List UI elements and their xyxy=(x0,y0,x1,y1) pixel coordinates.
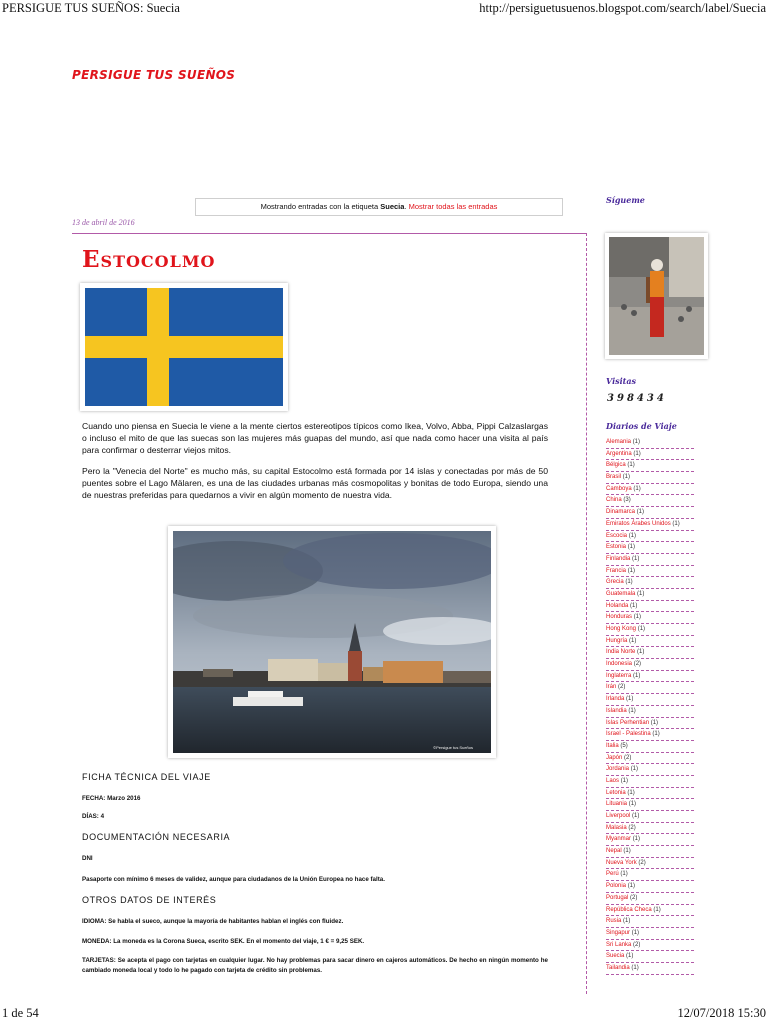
sweden-flag-graphic xyxy=(85,288,283,406)
diary-count: (1) xyxy=(650,719,659,726)
diary-link[interactable]: Rusia xyxy=(606,918,622,925)
diary-item xyxy=(606,624,694,636)
diary-item xyxy=(606,601,694,613)
diary-count: (5) xyxy=(620,742,628,749)
diary-link[interactable]: Letonia xyxy=(606,789,626,796)
print-header xyxy=(0,0,768,18)
diary-item xyxy=(606,460,694,472)
diary-item xyxy=(606,694,694,706)
diary-link[interactable]: Holanda xyxy=(606,602,629,609)
visits-digit: 3 xyxy=(607,393,614,404)
label-filter-bar xyxy=(195,198,563,216)
profile-photo-graphic xyxy=(609,237,704,355)
diary-count: (1) xyxy=(625,579,633,586)
diary-count: (1) xyxy=(620,871,628,878)
diary-item xyxy=(606,788,694,800)
diary-count: (1) xyxy=(672,520,680,527)
diary-item xyxy=(606,823,694,835)
dias-value: 4 xyxy=(98,813,105,820)
visits-counter xyxy=(606,393,665,404)
photo-watermark: ©Persigue tus Sueños xyxy=(433,745,473,750)
diary-link[interactable]: Hungría xyxy=(606,637,628,644)
diary-item xyxy=(606,566,694,578)
diary-link[interactable]: India Norte xyxy=(606,649,636,656)
diary-link[interactable]: Islandia xyxy=(606,707,627,714)
idioma-line xyxy=(82,917,562,927)
diary-link[interactable]: Perú xyxy=(606,871,619,878)
diary-count: (1) xyxy=(627,567,636,574)
diary-item xyxy=(606,718,694,730)
diary-count: (1) xyxy=(623,918,631,925)
diary-link[interactable]: Nepal xyxy=(606,848,622,855)
dni-line: DNI xyxy=(82,855,93,862)
diary-item xyxy=(606,682,694,694)
visits-digit: 4 xyxy=(636,393,644,404)
diary-item xyxy=(606,484,694,496)
moneda-line xyxy=(82,937,562,947)
diary-link[interactable]: Hong Kong xyxy=(606,626,637,632)
otros-datos-heading: OTROS DATOS DE INTERÉS xyxy=(82,895,217,905)
diary-count: (2) xyxy=(633,661,642,668)
fecha-label: FECHA: xyxy=(82,795,106,802)
diary-count: (1) xyxy=(633,614,642,621)
diary-count: (1) xyxy=(626,953,634,960)
diary-count: (1) xyxy=(620,777,629,784)
post-title-link[interactable]: Estocolmo xyxy=(82,246,216,273)
diary-count: (1) xyxy=(630,602,638,609)
diary-link[interactable]: Laos xyxy=(606,777,620,784)
ficha-tecnica-heading: FICHA TÉCNICA DEL VIAJE xyxy=(82,772,211,782)
diary-count: (1) xyxy=(633,485,641,492)
tarjetas-label: TARJETAS: xyxy=(82,957,116,964)
profile-photo[interactable] xyxy=(605,233,708,359)
diary-count: (1) xyxy=(631,929,640,936)
visits-heading: Visitas xyxy=(606,376,637,386)
label-filter-name: Suecia xyxy=(380,202,405,211)
diary-count: (1) xyxy=(622,474,631,481)
diary-link[interactable]: Emiratos Árabes Unidos xyxy=(606,520,671,527)
diary-link[interactable]: Camboya xyxy=(606,485,632,492)
diary-link[interactable]: China xyxy=(606,497,622,504)
sweden-flag-image[interactable] xyxy=(80,283,288,411)
diary-link[interactable]: Finlandia xyxy=(606,555,631,562)
diary-link[interactable]: Myanmar xyxy=(606,836,632,843)
diary-link[interactable]: Indonesia xyxy=(606,661,633,668)
diary-link[interactable]: Alemania xyxy=(606,439,632,445)
diary-link[interactable]: Singapur xyxy=(606,929,631,936)
diary-link[interactable]: Brasil xyxy=(606,474,622,481)
diary-count: (2) xyxy=(630,894,638,901)
diary-item xyxy=(606,753,694,765)
fecha-line xyxy=(82,794,562,804)
diary-link[interactable]: Lituania xyxy=(606,801,628,808)
diary-count: (1) xyxy=(630,766,639,773)
label-filter-suffix: . xyxy=(404,202,409,211)
tarjetas-value: Se acepta el pago con tarjetas en cualquier lugar. No hay problemas para sacar dinero en cajeros automáticos. De hecho en ningún momento he cambiado moneda local y todo lo he pagado con tarjeta de crédito sin problemas. xyxy=(82,957,548,974)
diary-count: (1) xyxy=(652,731,660,738)
diary-item xyxy=(606,764,694,776)
diary-count: (2) xyxy=(638,859,646,866)
moneda-value: La moneda es la Corona Sueca, escrito SEK. En el momento del viaje, 1 € = 9,25 SEK. xyxy=(111,938,365,945)
diary-link[interactable]: Liverpool xyxy=(606,813,631,819)
diary-item xyxy=(606,858,694,870)
diary-item xyxy=(606,659,694,671)
diary-link[interactable]: Inglaterra xyxy=(606,672,632,679)
diary-count: (3) xyxy=(623,497,631,504)
diary-count: (2) xyxy=(628,824,636,831)
diary-item xyxy=(606,671,694,683)
diary-count: (1) xyxy=(628,801,637,808)
show-all-posts-link[interactable]: Mostrar todas las entradas xyxy=(408,202,498,211)
diary-link[interactable]: Tailandia xyxy=(606,964,630,971)
diary-link[interactable]: Israel - Palestina xyxy=(606,731,651,738)
diary-link[interactable]: Malasia xyxy=(606,824,627,831)
diary-item xyxy=(606,495,694,507)
diary-count: (1) xyxy=(632,439,641,445)
diary-item xyxy=(606,846,694,858)
diary-count: (2) xyxy=(624,754,632,761)
moneda-label: MONEDA: xyxy=(82,938,112,945)
diary-link[interactable]: Polonia xyxy=(606,883,627,890)
documentacion-heading: DOCUMENTACIÓN NECESARIA xyxy=(82,832,231,842)
diary-item xyxy=(606,811,694,823)
diary-count: (1) xyxy=(623,848,631,855)
diary-item xyxy=(606,636,694,648)
diary-link[interactable]: Francia xyxy=(606,567,627,574)
diary-count: (1) xyxy=(633,672,641,679)
description-paragraph: Pero la "Venecia del Norte" es mucho más, su capital Estocolmo está formada por 14 islas y conectadas por más de 50 puentes sobre el Lago Mälaren, es una de las ciudades urbanas más cosmopolitas y bonitas de todo Europa, siendo una de nuestras preferidas para quedarnos a vivir en algún momento de nuestra vida. xyxy=(82,466,548,500)
visits-digit: 8 xyxy=(626,393,634,404)
diary-count: (1) xyxy=(633,450,641,457)
visits-digit: 3 xyxy=(646,393,654,404)
tarjetas-line xyxy=(82,956,548,976)
diary-item xyxy=(606,507,694,519)
diary-item xyxy=(606,647,694,659)
diary-count: (1) xyxy=(627,789,635,796)
diary-item xyxy=(606,834,694,846)
diary-count: (1) xyxy=(626,696,634,703)
diary-count: (1) xyxy=(627,544,636,551)
diary-link[interactable]: República Checa xyxy=(606,906,652,913)
diary-link[interactable]: Nueva York xyxy=(606,859,637,866)
diary-item xyxy=(606,940,694,952)
diary-count: (2) xyxy=(633,941,641,948)
diary-link[interactable]: Guatemala xyxy=(606,590,636,597)
diary-item xyxy=(606,741,694,753)
diary-item xyxy=(606,799,694,811)
diary-item xyxy=(606,881,694,893)
diary-item xyxy=(606,531,694,543)
diary-item xyxy=(606,472,694,484)
diary-item xyxy=(606,449,694,461)
diary-count: (1) xyxy=(628,532,637,539)
diary-count: (1) xyxy=(632,813,640,819)
diary-link[interactable]: Japón xyxy=(606,754,623,761)
diary-count: (1) xyxy=(627,883,636,890)
dias-line xyxy=(82,812,562,822)
post-date: 13 de abril de 2016 xyxy=(72,218,135,227)
visits-digit: 9 xyxy=(616,393,624,404)
diary-item xyxy=(606,905,694,917)
idioma-label: IDIOMA: xyxy=(82,918,107,925)
print-page-number: 1 de 54 xyxy=(2,1006,39,1020)
print-header-url: http://persiguetusuenos.blogspot.com/search/label/Suecia xyxy=(479,1,766,15)
diary-count: (1) xyxy=(637,649,645,656)
diary-item xyxy=(606,776,694,788)
diary-count: (2) xyxy=(618,684,626,691)
print-footer xyxy=(0,1006,768,1024)
diary-link[interactable]: Suecia xyxy=(606,953,625,960)
dias-label: DÍAS: xyxy=(82,813,99,820)
diary-count: (1) xyxy=(632,836,641,843)
diary-count: (1) xyxy=(637,590,645,597)
diaries-list xyxy=(606,437,694,975)
diary-link[interactable]: Jordania xyxy=(606,766,630,773)
diary-link[interactable]: Bélgica xyxy=(606,462,626,469)
diary-count: (1) xyxy=(636,509,645,516)
diary-link[interactable]: Dinamarca xyxy=(606,509,636,516)
diary-link[interactable]: Italia xyxy=(606,742,619,749)
visits-digit: 4 xyxy=(656,393,664,404)
print-header-title: PERSIGUE TUS SUEÑOS: Suecia xyxy=(2,1,180,15)
diary-count: (1) xyxy=(627,462,635,469)
diary-item xyxy=(606,869,694,881)
label-filter-prefix: Mostrando entradas con la etiqueta xyxy=(260,202,381,211)
diary-count: (1) xyxy=(632,555,640,562)
diary-item xyxy=(606,577,694,589)
post xyxy=(72,233,587,994)
fecha-value: Marzo 2016 xyxy=(105,795,141,802)
diary-link[interactable]: Grecia xyxy=(606,579,624,586)
follow-heading: Sígueme xyxy=(606,195,645,205)
diary-item xyxy=(606,437,694,449)
diary-count: (1) xyxy=(629,637,637,644)
diary-link[interactable]: Irán xyxy=(606,684,617,691)
diary-link[interactable]: Irlanda xyxy=(606,696,625,703)
diary-item xyxy=(606,519,694,531)
diary-count: (1) xyxy=(653,906,661,913)
diary-item xyxy=(606,916,694,928)
diary-item xyxy=(606,893,694,905)
diary-item xyxy=(606,706,694,718)
diary-item xyxy=(606,928,694,940)
diary-count: (1) xyxy=(628,707,636,714)
diaries-heading: Diarios de Viaje xyxy=(606,421,677,431)
pasaporte-line: Pasaporte con mínimo 6 meses de validez, aunque para ciudadanos de la Unión Europea no hace falta. xyxy=(82,876,385,883)
stockholm-photo[interactable] xyxy=(168,526,496,758)
diary-item xyxy=(606,612,694,624)
stockholm-cityscape-graphic xyxy=(173,531,491,753)
print-timestamp: 12/07/2018 15:30 xyxy=(677,1006,766,1020)
diary-count: (1) xyxy=(631,964,639,971)
diary-link[interactable]: Escocia xyxy=(606,532,628,539)
diary-item xyxy=(606,963,694,975)
diary-item xyxy=(606,589,694,601)
diary-link[interactable]: Honduras xyxy=(606,614,633,621)
diary-link[interactable]: Sri Lanka xyxy=(606,941,632,948)
diary-item xyxy=(606,729,694,741)
diary-item xyxy=(606,542,694,554)
diary-count: (1) xyxy=(637,626,646,632)
intro-paragraph: Cuando uno piensa en Suecia le viene a la mente ciertos estereotipos típicos como Ikea, Volvo, Abba, Pippi Calzaslargas o incluso el mito de que las suecas son las mujeres más guapas del mundo, así que nada como hacer una visita al país para confirmar o desterrar viejos mitos. xyxy=(82,421,548,455)
diary-item xyxy=(606,554,694,566)
diary-link[interactable]: Islas Perhentian xyxy=(606,719,650,726)
diary-link[interactable]: Portugal xyxy=(606,894,629,901)
blog-title-link[interactable]: PERSIGUE TUS SUEÑOS xyxy=(72,68,236,82)
idioma-value: Se habla el sueco, aunque la mayoría de habitantes hablan el inglés con fluidez. xyxy=(106,918,344,925)
diary-link[interactable]: Estonia xyxy=(606,544,627,551)
diary-link[interactable]: Argentina xyxy=(606,450,632,457)
diary-item xyxy=(606,951,694,963)
